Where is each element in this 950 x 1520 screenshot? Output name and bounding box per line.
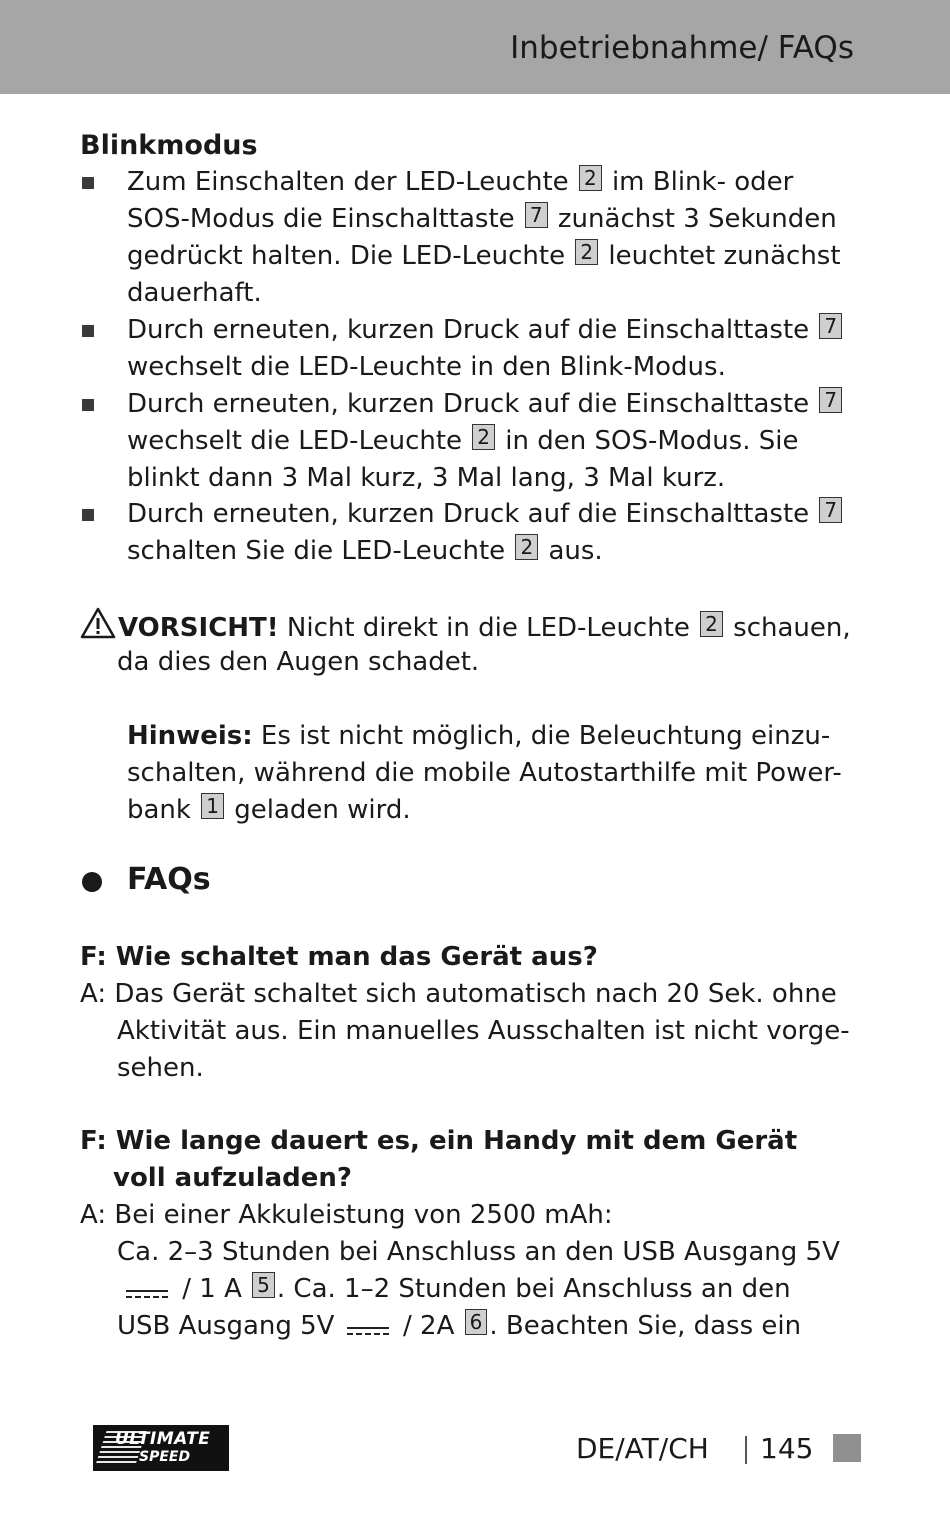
part-number-box: 2 xyxy=(579,165,602,191)
bullet1-line4: dauerhaft. xyxy=(127,278,262,308)
part-number-box: 2 xyxy=(472,424,495,450)
bullet3-line2: wechselt die LED-Leuchte 2 in den SOS-Modus. Sie xyxy=(127,425,799,456)
dc-symbol-icon xyxy=(347,1324,389,1338)
bullet1-line1: Zum Einschalten der LED-Leuchte 2 im Blink- oder xyxy=(127,166,794,197)
warning-triangle-icon xyxy=(80,607,116,639)
round-bullet-icon xyxy=(82,872,102,892)
bullet1-line2: SOS-Modus die Einschalttaste 7 zunächst 3 Sekunden xyxy=(127,203,837,234)
logo-text-top: ULTIMATE xyxy=(115,1429,211,1449)
square-bullet-icon xyxy=(82,399,94,411)
faq2-answer-line2: Ca. 2–3 Stunden bei Anschluss an den USB Ausgang 5V xyxy=(117,1237,840,1267)
bullet3-line3: blinkt dann 3 Mal kurz, 3 Mal lang, 3 Mal kurz. xyxy=(127,463,726,493)
bullet3-line1: Durch erneuten, kurzen Druck auf die Einschalttaste 7 xyxy=(127,386,844,423)
section-heading-blinkmodus: Blinkmodus xyxy=(80,130,258,161)
part-number-box: 2 xyxy=(575,239,598,265)
page-number: 145 xyxy=(760,1432,814,1465)
logo-text-bottom: SPEED xyxy=(139,1449,191,1465)
bullet1-line3: gedrückt halten. Die LED-Leuchte 2 leuchtet zunächst xyxy=(127,240,841,271)
faq1-answer-line2: Aktivität aus. Ein manuelles Ausschalten ist nicht vorge- xyxy=(117,1016,850,1046)
caution-line1: VORSICHT! Nicht direkt in die LED-Leuchte 2 schauen, xyxy=(80,607,851,647)
part-number-box: 5 xyxy=(252,1272,275,1298)
part-number-box: 2 xyxy=(700,611,723,637)
faq2-question-line1: F: Wie lange dauert es, ein Handy mit dem Gerät xyxy=(80,1126,798,1156)
square-bullet-icon xyxy=(82,177,94,189)
brand-logo xyxy=(93,1425,229,1471)
faq2-answer-line4: USB Ausgang 5V / 2A 6 . Beachten Sie, dass ein xyxy=(117,1310,802,1341)
faq2-question-line2: voll aufzuladen? xyxy=(113,1163,352,1193)
bullet2-line2: wechselt die LED-Leuchte in den Blink-Modus. xyxy=(127,352,726,382)
part-number-box: 7 xyxy=(819,387,842,413)
bullet4-line2: schalten Sie die LED-Leuchte 2 aus. xyxy=(127,535,603,566)
faq1-answer-line3: sehen. xyxy=(117,1053,204,1083)
part-number-box: 2 xyxy=(515,534,538,560)
part-number-box: 7 xyxy=(525,202,548,228)
faq1-answer-line1: A: Das Gerät schaltet sich automatisch nach 20 Sek. ohne xyxy=(80,979,837,1009)
note-line2: schalten, während die mobile Autostarthilfe mit Power- xyxy=(127,758,842,788)
caution-label: VORSICHT! xyxy=(118,613,279,643)
note-line1: Hinweis: Es ist nicht möglich, die Beleuchtung einzu- xyxy=(127,721,831,751)
section-heading-faqs: FAQs xyxy=(127,862,211,897)
faq2-answer-line1: A: Bei einer Akkuleistung von 2500 mAh: xyxy=(80,1200,613,1230)
page-header xyxy=(0,0,950,94)
bullet2-line1: Durch erneuten, kurzen Druck auf die Einschalttaste 7 xyxy=(127,312,844,349)
part-number-box: 7 xyxy=(819,313,842,339)
square-bullet-icon xyxy=(82,509,94,521)
note-line3: bank 1 geladen wird. xyxy=(127,794,411,825)
page-marker-square xyxy=(833,1434,861,1462)
caution-line2: da dies den Augen schadet. xyxy=(117,647,480,677)
faq1-question: F: Wie schaltet man das Gerät aus? xyxy=(80,942,598,972)
dc-symbol-icon xyxy=(126,1287,168,1301)
footer-separator xyxy=(745,1436,747,1464)
part-number-box: 7 xyxy=(819,497,842,523)
bullet4-line1: Durch erneuten, kurzen Druck auf die Einschalttaste 7 xyxy=(127,496,844,533)
part-number-box: 1 xyxy=(201,793,224,819)
square-bullet-icon xyxy=(82,325,94,337)
header-title: Inbetriebnahme/ FAQs xyxy=(510,30,854,66)
faq2-answer-line3: / 1 A 5 . Ca. 1–2 Stunden bei Anschluss an den xyxy=(122,1271,791,1308)
note-label: Hinweis: xyxy=(127,721,253,751)
footer-region: DE/AT/CH xyxy=(576,1432,709,1465)
part-number-box: 6 xyxy=(465,1309,488,1335)
